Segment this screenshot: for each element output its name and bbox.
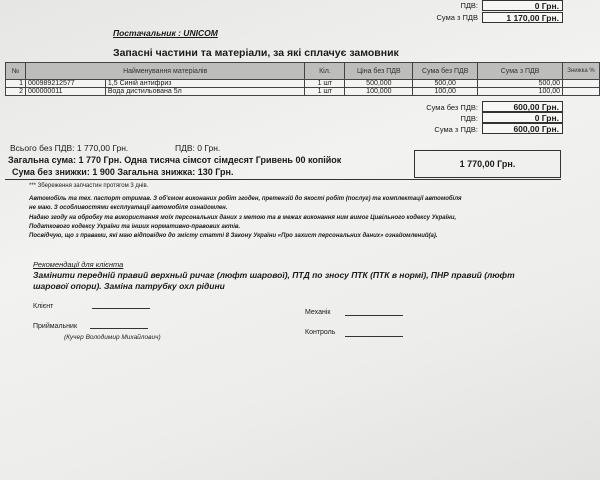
receiver-name: (Кучер Володимир Михайлович): [64, 334, 161, 341]
vat-label: ПДВ:: [460, 114, 478, 123]
recommendations-line: шарової опори). Заміна патрубку охл рідини: [33, 281, 225, 291]
recommendations-line: Замінити передній правий верхный ричаг (люфт шарової), ПТД по зносу ПТК (ПТК в нормі), ПНР правий (люфт: [33, 270, 515, 280]
subtotal-value: 600,00 Грн.: [482, 101, 563, 112]
mechanic-label: Механік: [305, 309, 331, 316]
total-vat: ПДВ: 0 Грн.: [175, 143, 221, 153]
note-line: не маю. З особливостями експлуатації автомобіля ознайомлен.: [29, 205, 228, 211]
row-name: Вода дистильована 5л: [105, 88, 305, 96]
vat-value: 0 Грн.: [482, 112, 563, 123]
row-code: 000989212577: [25, 80, 105, 88]
supplier: Постачальник : UNICOM: [113, 28, 218, 38]
row-price: 100,000: [345, 88, 413, 96]
grand-total-box: 1 770,00 Грн.: [414, 150, 561, 178]
receiver-signature-line: [90, 328, 148, 329]
recommendations-title: Рекомендації для клієнта: [33, 260, 124, 269]
row-number: 1: [6, 80, 26, 88]
discount-summary: Сума без знижки: 1 900 Загальна знижка: 130 Грн.: [12, 167, 234, 177]
col-sum: Сума без ПДВ: [413, 63, 478, 80]
sum-vat-value: 600,00 Грн.: [482, 123, 563, 134]
row-code: 000000011: [25, 88, 105, 96]
note-storage: *** Збереження запчастин протягом 3 днів.: [29, 183, 149, 189]
top-sum-vat-label: Сума з ПДВ: [436, 13, 478, 22]
top-sum-vat-value: 1 170,00 Грн.: [482, 12, 563, 23]
materials-table: [5, 62, 600, 96]
col-qty: Кіл.: [305, 63, 345, 80]
receiver-label: Приймальник: [33, 323, 78, 330]
col-sum-vat: Сума з ПДВ: [478, 63, 563, 80]
row-sum: 500,00: [413, 80, 478, 88]
row-sum-vat: 100,00: [478, 88, 563, 96]
note-line: Посвідчую, що з правами, які маю відповідно до змісту статті 8 Закону України «Про захист персональних даних» ознайомлений(а).: [29, 233, 438, 239]
row-name: 1,5 Синій антифриз: [105, 80, 305, 88]
control-label: Контроль: [305, 329, 336, 336]
col-number: №: [6, 63, 26, 80]
row-discount: [563, 88, 600, 96]
row-discount: [563, 80, 600, 88]
mechanic-signature-line: [345, 315, 403, 316]
top-vat-value: 0 Грн.: [482, 0, 563, 11]
row-number: 2: [6, 88, 26, 96]
client-label: Клієнт: [33, 303, 54, 310]
top-vat-label: ПДВ:: [460, 1, 478, 10]
col-price: Ціна без ПДВ: [345, 63, 413, 80]
row-qty: 1 шт: [305, 80, 345, 88]
control-signature-line: [345, 336, 403, 337]
total-no-vat: Всього без ПДВ: 1 770,00 Грн.: [10, 143, 129, 153]
divider: [5, 179, 561, 180]
sum-vat-label: Сума з ПДВ:: [434, 125, 478, 134]
section-title: Запасні частини та матеріали, за які сплачує замовник: [113, 47, 399, 59]
row-price: 500,000: [345, 80, 413, 88]
table-row: [6, 88, 600, 96]
row-sum-vat: 500,00: [478, 80, 563, 88]
note-line: Автомобіль та тех. паспорт отримав. З об'ємом виконаних робіт згоден, претензій до якості робіт (послуг) та комплектації автомобіля: [29, 196, 462, 202]
col-name: Найменування матеріалів: [25, 63, 305, 80]
row-qty: 1 шт: [305, 88, 345, 96]
note-line: Податкового кодексу України та інших нормативно-правових актів.: [29, 224, 241, 230]
note-line: Надаю згоду на обробку та використання моїх персональних даних з метою та в межах виконання ним вимог Цивільного кодексу України,: [29, 215, 457, 221]
col-discount: Знижка %: [563, 63, 600, 80]
grand-total-text: Загальна сума: 1 770 Грн. Одна тисяча сімсот сімдесят Гривень 00 копійок: [8, 155, 342, 165]
table-row: [6, 80, 600, 88]
client-signature-line: [92, 308, 150, 309]
subtotal-label: Сума без ПДВ:: [426, 103, 478, 112]
row-sum: 100,00: [413, 88, 478, 96]
